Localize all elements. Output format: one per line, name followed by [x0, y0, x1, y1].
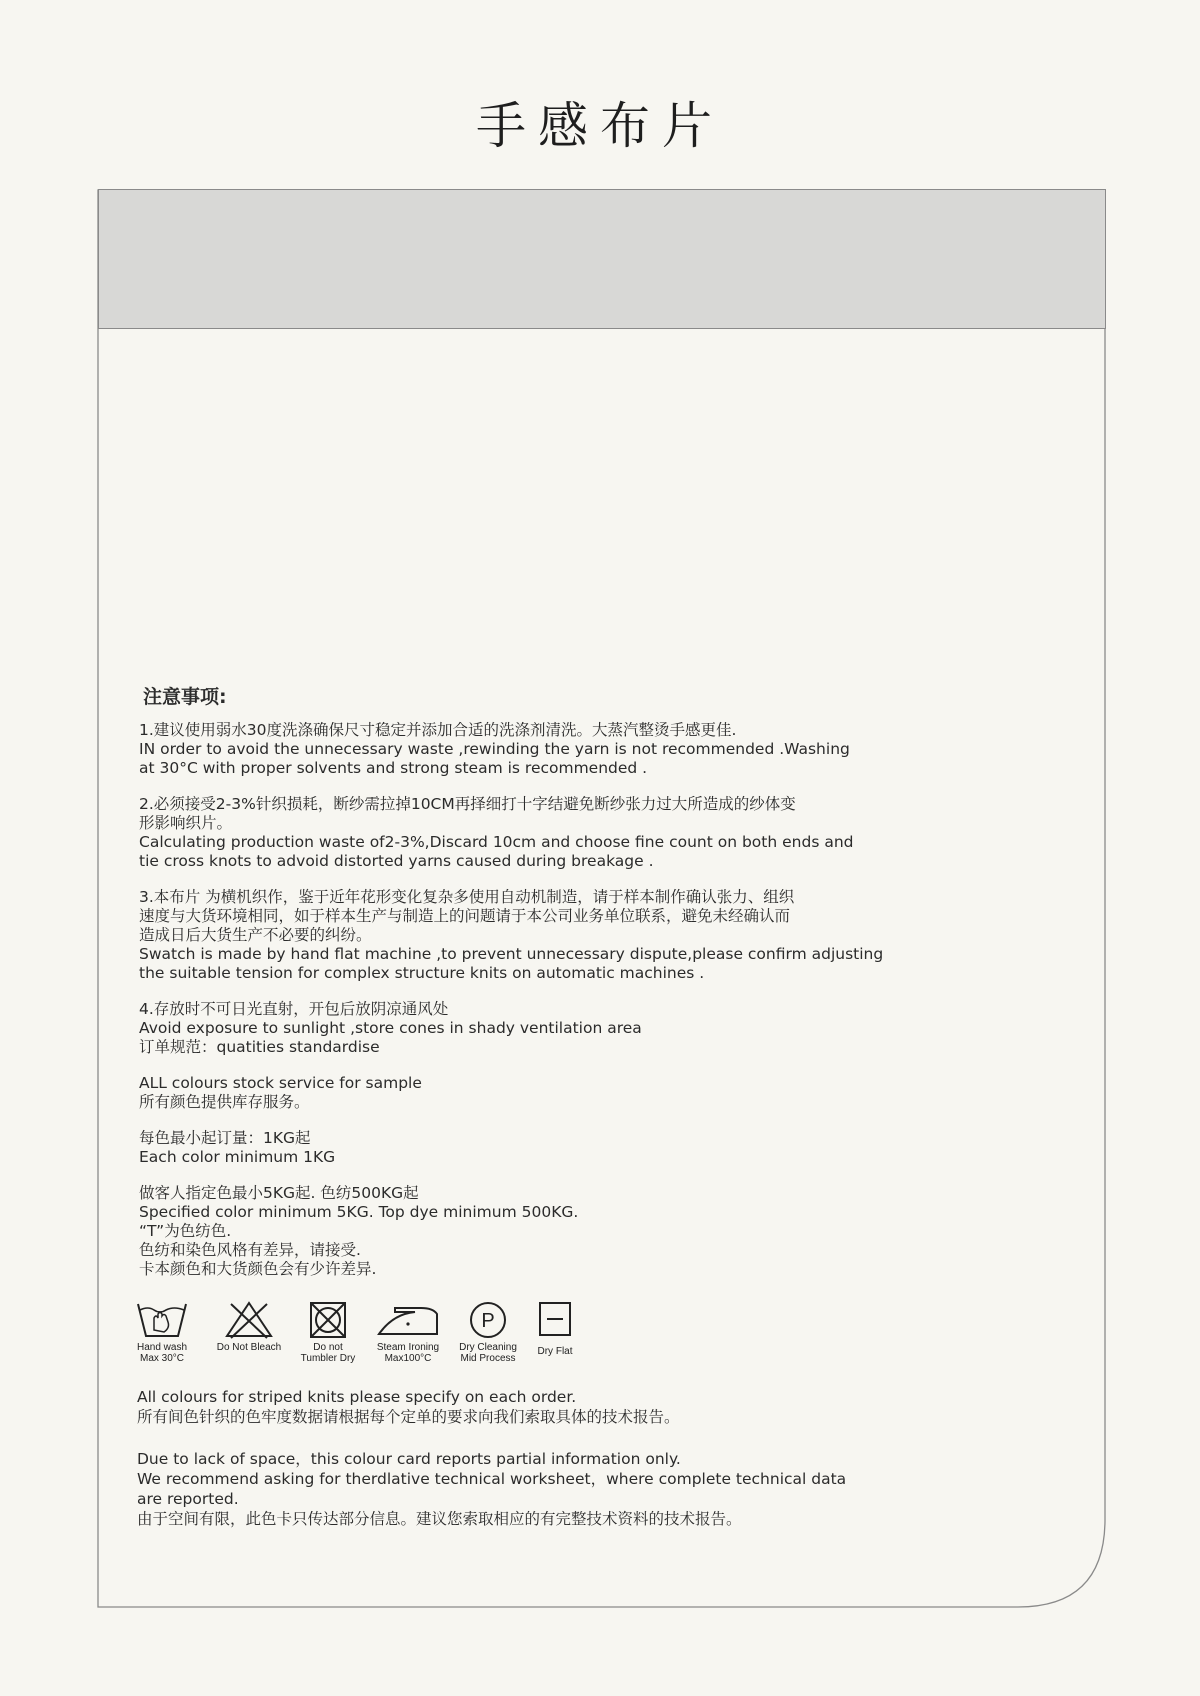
note-line: 3.本布片 为横机织作，鉴于近年花形变化复杂多使用自动机制造，请于样本制作确认张力、组织	[139, 888, 795, 906]
note-block	[139, 1074, 899, 1112]
note-block	[139, 1000, 899, 1057]
note-line: IN order to avoid the unnecessary waste ,rewinding the yarn is not recommended .Washing	[139, 740, 850, 758]
note-line: 造成日后大货生产不必要的纠纷。	[139, 926, 372, 944]
note-line: 每色最小起订量：1KG起	[139, 1129, 311, 1147]
note-line: 形影响织片。	[139, 814, 233, 832]
page-title: 手感布片	[476, 97, 724, 155]
note-line: All colours for striped knits please specify on each order.	[137, 1388, 577, 1406]
notes-section	[139, 688, 899, 1296]
note-line: Calculating production waste of2-3%,Discard 10cm and choose fine count on both ends and	[139, 833, 854, 851]
note-block	[139, 795, 899, 871]
note-block	[137, 1449, 857, 1529]
care-item-do-not-bleach	[214, 1300, 284, 1353]
dry-cleaning-p-icon	[468, 1300, 508, 1340]
care-item-steam-iron	[368, 1300, 448, 1364]
note-line: “T”为色纺色.	[139, 1222, 232, 1240]
care-symbols-row	[132, 1300, 652, 1380]
care-label: Steam Ironing Max100°C	[376, 1342, 440, 1364]
steam-iron-icon	[375, 1300, 441, 1340]
note-line: 4.存放时不可日光直射，开包后放阴凉通风处	[139, 1000, 449, 1018]
note-line: 1.建议使用弱水30度洗涤确保尺寸稳定并添加合适的洗涤剂清洗。大蒸汽整烫手感更佳.	[139, 721, 737, 739]
note-line: 卡本颜色和大货颜色会有少许差异.	[139, 1260, 377, 1278]
note-block	[139, 721, 899, 778]
note-line: Each color minimum 1KG	[139, 1148, 336, 1166]
note-line: 由于空间有限，此色卡只传达部分信息。建议您索取相应的有完整技术资料的技术报告。	[137, 1510, 742, 1528]
note-line: 2.必须接受2-3%针织损耗，断纱需拉掉10CM再择细打十字结避免断纱张力过大所造成的纱体变	[139, 795, 796, 813]
notes-heading: 注意事项:	[143, 686, 227, 708]
do-not-tumble-dry-icon	[308, 1300, 348, 1340]
note-line: 所有间色针织的色牢度数据请根据每个定单的要求向我们索取具体的技术报告。	[137, 1408, 680, 1426]
care-label: Hand wash Max 30°C	[136, 1342, 188, 1364]
do-not-bleach-icon	[223, 1300, 275, 1340]
note-line: Avoid exposure to sunlight ,store cones in shady ventilation area	[139, 1019, 642, 1037]
care-item-hand-wash	[132, 1300, 192, 1364]
note-block	[139, 888, 899, 983]
care-label: Dry Flat	[537, 1346, 573, 1357]
svg-text:P: P	[481, 1310, 495, 1332]
note-line: 色纺和染色风格有差异，请接受.	[139, 1241, 361, 1259]
dry-flat-icon	[537, 1300, 573, 1340]
note-block	[137, 1387, 857, 1427]
note-line: 订单规范：quatities standardise	[139, 1038, 380, 1056]
note-line: 做客人指定色最小5KG起. 色纺500KG起	[139, 1184, 419, 1202]
care-item-dry-cleaning	[452, 1300, 524, 1364]
care-item-do-not-tumble-dry	[297, 1300, 359, 1364]
care-label: Dry Cleaning Mid Process	[459, 1342, 517, 1364]
note-line: are reported.	[137, 1490, 239, 1508]
fabric-swatch-area	[98, 189, 1106, 329]
care-label: Do Not Bleach	[216, 1342, 282, 1353]
note-line: Swatch is made by hand flat machine ,to prevent unnecessary dispute,please confirm adjusting	[139, 945, 884, 963]
note-line: the suitable tension for complex structure knits on automatic machines .	[139, 964, 705, 982]
note-line: We recommend asking for therdlative technical worksheet，where complete technical data	[137, 1470, 847, 1488]
note-line: tie cross knots to advoid distorted yarns caused during breakage .	[139, 852, 654, 870]
note-line: Specified color minimum 5KG. Top dye minimum 500KG.	[139, 1203, 579, 1221]
care-item-dry-flat	[530, 1300, 580, 1357]
footer-notes	[137, 1387, 857, 1551]
note-line: Due to lack of space，this colour card reports partial information only.	[137, 1450, 681, 1468]
note-line: 速度与大货环境相同，如于样本生产与制造上的问题请于本公司业务单位联系，避免未经确认而	[139, 907, 791, 925]
note-block	[139, 1184, 899, 1279]
care-label: Do not Tumbler Dry	[300, 1342, 356, 1364]
note-line: at 30°C with proper solvents and strong steam is recommended .	[139, 759, 648, 777]
hand-wash-icon	[136, 1300, 188, 1340]
note-block	[139, 1129, 899, 1167]
note-line: 所有颜色提供库存服务。	[139, 1093, 310, 1111]
note-line: ALL colours stock service for sample	[139, 1074, 422, 1092]
